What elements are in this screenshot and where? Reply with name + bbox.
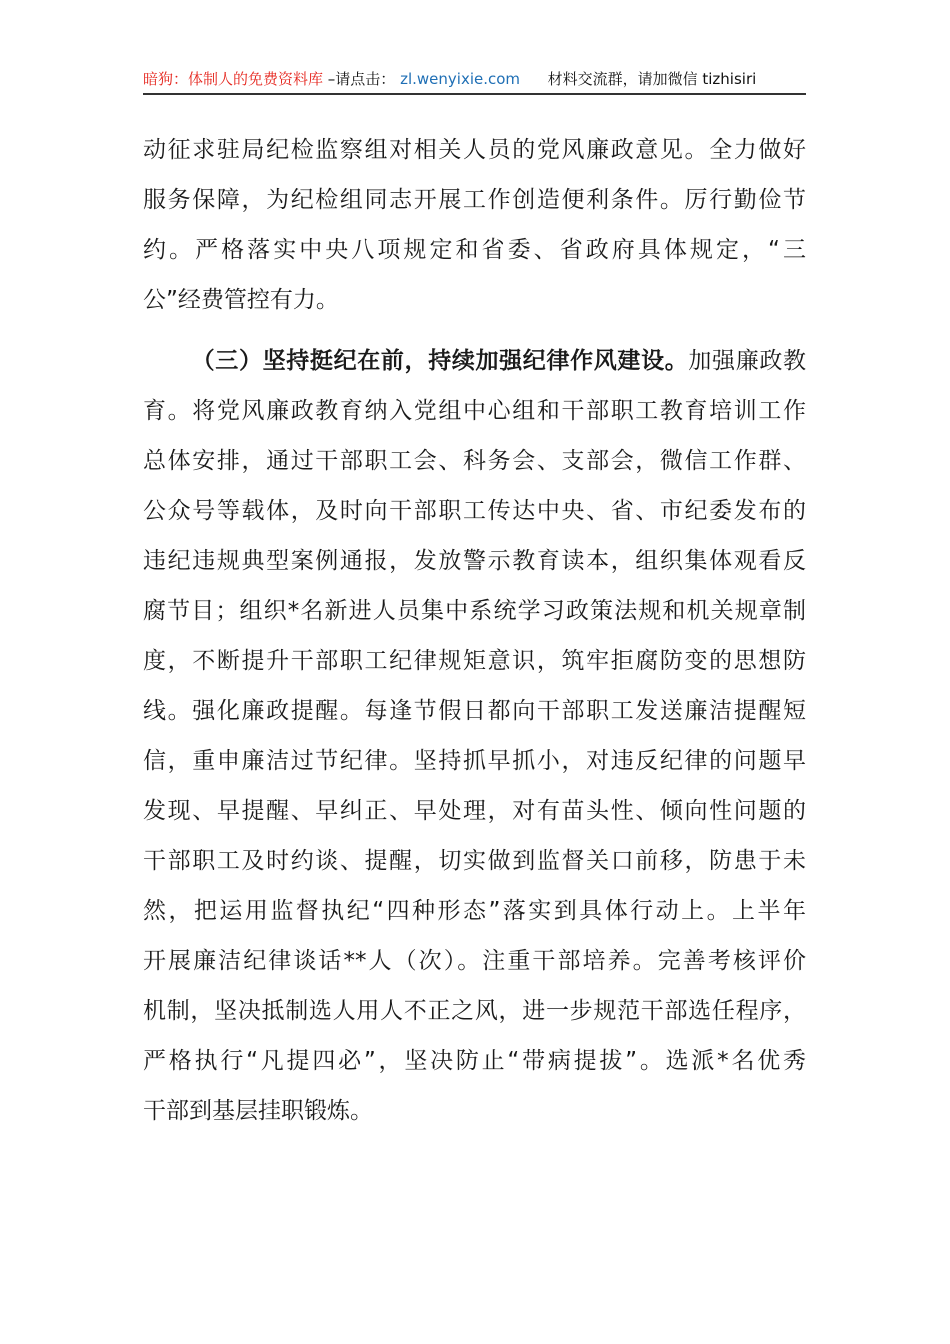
text-line: 严格执行“凡提四必”，坚决防止“带病提拔”。选派*名优秀 bbox=[143, 1048, 806, 1074]
text-line: 公”经费管控有力。 bbox=[143, 287, 339, 313]
text-line: 违纪违规典型案例通报，发放警示教育读本，组织集体观看反 bbox=[143, 548, 806, 574]
text-line: 育。将党风廉政教育纳入党组中心组和干部职工教育培训工作 bbox=[143, 398, 806, 424]
text-line: 服务保障，为纪检组同志开展工作创造便利条件。厉行勤俭节 bbox=[143, 187, 806, 213]
page-header bbox=[143, 68, 806, 94]
section-heading-line bbox=[143, 343, 806, 393]
text-line: 信，重申廉洁过节纪律。坚持抓早抓小，对违反纪律的问题早 bbox=[143, 748, 806, 774]
text-line: 度，不断提升干部职工纪律规矩意识，筑牢拒腐防变的思想防 bbox=[143, 648, 806, 674]
text-line: 线。强化廉政提醒。每逢节假日都向干部职工发送廉洁提醒短 bbox=[143, 698, 806, 724]
text-line: 开展廉洁纪律谈话**人（次）。注重干部培养。完善考核评价 bbox=[143, 948, 806, 974]
text-line: 动征求驻局纪检监察组对相关人员的党风廉政意见。全力做好 bbox=[143, 137, 806, 163]
text-line: 约。严格落实中央八项规定和省委、省政府具体规定，“三 bbox=[143, 237, 806, 263]
header-brand: 暗狗：体制人的免费资料库 bbox=[143, 70, 324, 88]
text-line: 总体安排，通过干部职工会、科务会、支部会，微信工作群、 bbox=[143, 448, 806, 474]
header-prompt: –请点击： bbox=[327, 70, 396, 88]
text-line: 机制，坚决抵制选人用人不正之风，进一步规范干部选任程序， bbox=[143, 998, 806, 1024]
text-fragment: 加强廉政教 bbox=[688, 348, 807, 374]
text-line: 干部职工及时约谈、提醒，切实做到监督关口前移，防患于未 bbox=[143, 848, 806, 874]
document-body bbox=[143, 132, 806, 1143]
text-line: 公众号等载体，及时向干部职工传达中央、省、市纪委发布的 bbox=[143, 498, 806, 524]
text-line: 干部到基层挂职锻炼。 bbox=[143, 1098, 373, 1124]
text-line: 然，把运用监督执纪“四种形态”落实到具体行动上。上半年 bbox=[143, 898, 806, 924]
section-heading: （三）坚持挺纪在前，持续加强纪律作风建设。 bbox=[191, 348, 689, 374]
text-line: 腐节目；组织*名新进人员集中系统学习政策法规和机关规章制 bbox=[143, 598, 806, 624]
header-divider bbox=[143, 93, 806, 95]
text-line: 发现、早提醒、早纠正、早处理，对有苗头性、倾向性问题的 bbox=[143, 798, 806, 824]
header-link[interactable]: zl.wenyixie.com bbox=[400, 70, 521, 88]
header-contact: 材料交流群，请加微信 tizhisiri bbox=[547, 70, 757, 88]
